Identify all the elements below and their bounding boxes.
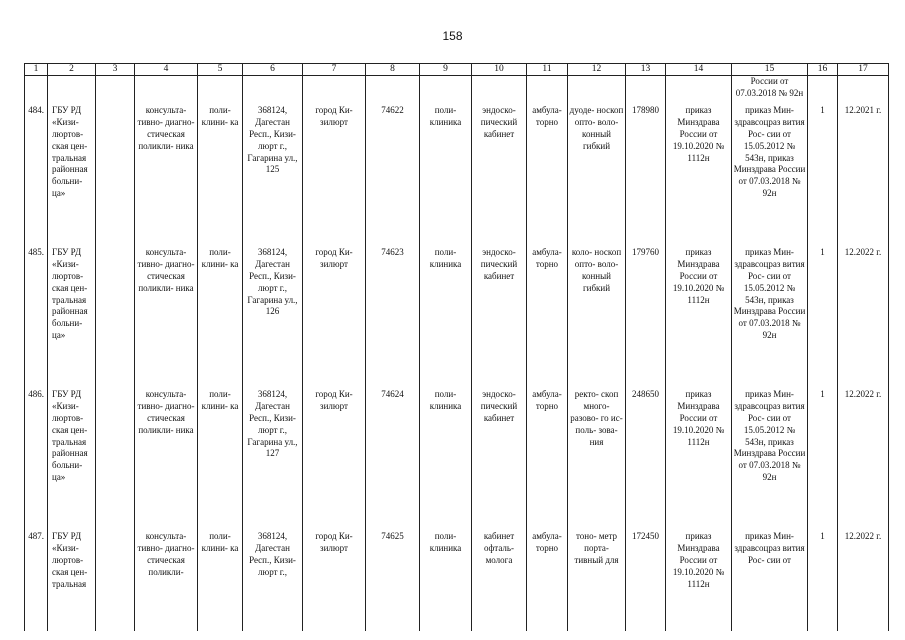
column-header: 16 <box>808 64 838 76</box>
unit-name: поли- клини- ка <box>198 389 243 531</box>
due-date: 12.2022 г. <box>838 389 889 531</box>
column-3-cell <box>96 105 135 247</box>
city: город Ки- зилюрт <box>303 389 366 531</box>
city: город Ки- зилюрт <box>303 105 366 247</box>
address: 368124, Дагестан Респ., Кизи- люрт г., Гагарина ул., 125 <box>243 105 303 247</box>
standard-reference: приказ Мин- здравсоцраз вития Рос- сии от 15.05.2012 № 543н, приказ Минздрава России от 07.03.2018 № 92н <box>732 247 808 389</box>
due-date: 12.2021 г. <box>838 105 889 247</box>
code: 74624 <box>366 389 420 531</box>
code: 74623 <box>366 247 420 389</box>
quantity: 1 <box>808 531 838 631</box>
care-mode: амбула- торно <box>527 531 568 631</box>
city: город Ки- зилюрт <box>303 531 366 631</box>
column-header: 4 <box>135 64 198 76</box>
column-header: 13 <box>626 64 666 76</box>
column-3-cell <box>96 531 135 631</box>
column-header: 7 <box>303 64 366 76</box>
order-reference: приказ Минздрава России от 19.10.2020 № 1112н <box>666 247 732 389</box>
device-name: дуоде- носкоп опто- воло- конный гибкий <box>568 105 626 247</box>
column-header: 11 <box>527 64 568 76</box>
room: эндоско- пический кабинет <box>472 389 527 531</box>
column-header: 3 <box>96 64 135 76</box>
row-number: 484. <box>25 105 48 247</box>
unit-name: поли- клини- ка <box>198 247 243 389</box>
column-header: 14 <box>666 64 732 76</box>
address: 368124, Дагестан Респ., Кизи- люрт г., Гагарина ул., 127 <box>243 389 303 531</box>
order-reference: приказ Минздрава России от 19.10.2020 № 1112н <box>666 531 732 631</box>
column-header: 12 <box>568 64 626 76</box>
device-name: тоно- метр порта- тивный для <box>568 531 626 631</box>
unit-name: поли- клини- ка <box>198 105 243 247</box>
standard-reference: приказ Мин- здравсоцраз вития Рос- сии от 15.05.2012 № 543н, приказ Минздрава России от 07.03.2018 № 92н <box>732 389 808 531</box>
quantity: 1 <box>808 247 838 389</box>
care-mode: амбула- торно <box>527 105 568 247</box>
unit-name: поли- клини- ка <box>198 531 243 631</box>
table-row <box>25 389 889 531</box>
code: 74625 <box>366 531 420 631</box>
standard-reference: приказ Мин- здравсоцраз вития Рос- сии от 15.05.2012 № 543н, приказ Минздрава России от 07.03.2018 № 92н <box>732 105 808 247</box>
facility-type: консульта- тивно- диагно- стическая поликли- ника <box>135 105 198 247</box>
header-row <box>25 64 889 76</box>
care-mode: амбула- торно <box>527 247 568 389</box>
due-date: 12.2022 г. <box>838 531 889 631</box>
room: кабинет офталь- молога <box>472 531 527 631</box>
room: эндоско- пический кабинет <box>472 105 527 247</box>
due-date: 12.2022 г. <box>838 247 889 389</box>
facility-type: консульта- тивно- диагно- стическая поликли- ника <box>135 389 198 531</box>
device-name: ректо- скоп много- разово- го ис- поль- зова- ния <box>568 389 626 531</box>
carry-over-row <box>25 76 889 106</box>
table-row <box>25 105 889 247</box>
room: эндоско- пический кабинет <box>472 247 527 389</box>
device-name: коло- носкоп опто- воло- конный гибкий <box>568 247 626 389</box>
department: поли- клиника <box>420 105 472 247</box>
order-reference: приказ Минздрава России от 19.10.2020 № 1112н <box>666 105 732 247</box>
facility-type: консульта- тивно- диагно- стическая поликли- ника <box>135 247 198 389</box>
column-header: 6 <box>243 64 303 76</box>
organization-name: ГБУ РД «Кизи- люртов- ская цен- тральная районная больни- ца» <box>48 247 96 389</box>
care-mode: амбула- торно <box>527 389 568 531</box>
organization-name: ГБУ РД «Кизи- люртов- ская цен- тральная районная больни- ца» <box>48 105 96 247</box>
order-reference: приказ Минздрава России от 19.10.2020 № 1112н <box>666 389 732 531</box>
department: поли- клиника <box>420 531 472 631</box>
price: 172450 <box>626 531 666 631</box>
column-header: 9 <box>420 64 472 76</box>
table-row <box>25 531 889 631</box>
column-3-cell <box>96 389 135 531</box>
code: 74622 <box>366 105 420 247</box>
standard-reference: приказ Мин- здравсоцраз вития Рос- сии от <box>732 531 808 631</box>
organization-name: ГБУ РД «Кизи- люртов- ская цен- тральная районная больни- ца» <box>48 389 96 531</box>
page-number: 158 <box>442 29 463 43</box>
table-row <box>25 247 889 389</box>
price: 248650 <box>626 389 666 531</box>
column-header: 5 <box>198 64 243 76</box>
address: 368124, Дагестан Респ., Кизи- люрт г., <box>243 531 303 631</box>
city: город Ки- зилюрт <box>303 247 366 389</box>
row-number: 487. <box>25 531 48 631</box>
column-header: 2 <box>48 64 96 76</box>
column-header: 1 <box>25 64 48 76</box>
quantity: 1 <box>808 105 838 247</box>
equipment-table <box>24 63 889 631</box>
facility-type: консульта- тивно- диагно- стическая поликли- <box>135 531 198 631</box>
column-header: 10 <box>472 64 527 76</box>
column-header: 15 <box>732 64 808 76</box>
column-header: 17 <box>838 64 889 76</box>
column-3-cell <box>96 247 135 389</box>
carry-over-text: России от 07.03.2018 № 92н <box>732 76 808 106</box>
organization-name: ГБУ РД «Кизи- люртов- ская цен- тральная <box>48 531 96 631</box>
row-number: 485. <box>25 247 48 389</box>
price: 178980 <box>626 105 666 247</box>
column-header: 8 <box>366 64 420 76</box>
price: 179760 <box>626 247 666 389</box>
department: поли- клиника <box>420 389 472 531</box>
department: поли- клиника <box>420 247 472 389</box>
address: 368124, Дагестан Респ., Кизи- люрт г., Гагарина ул., 126 <box>243 247 303 389</box>
row-number: 486. <box>25 389 48 531</box>
quantity: 1 <box>808 389 838 531</box>
